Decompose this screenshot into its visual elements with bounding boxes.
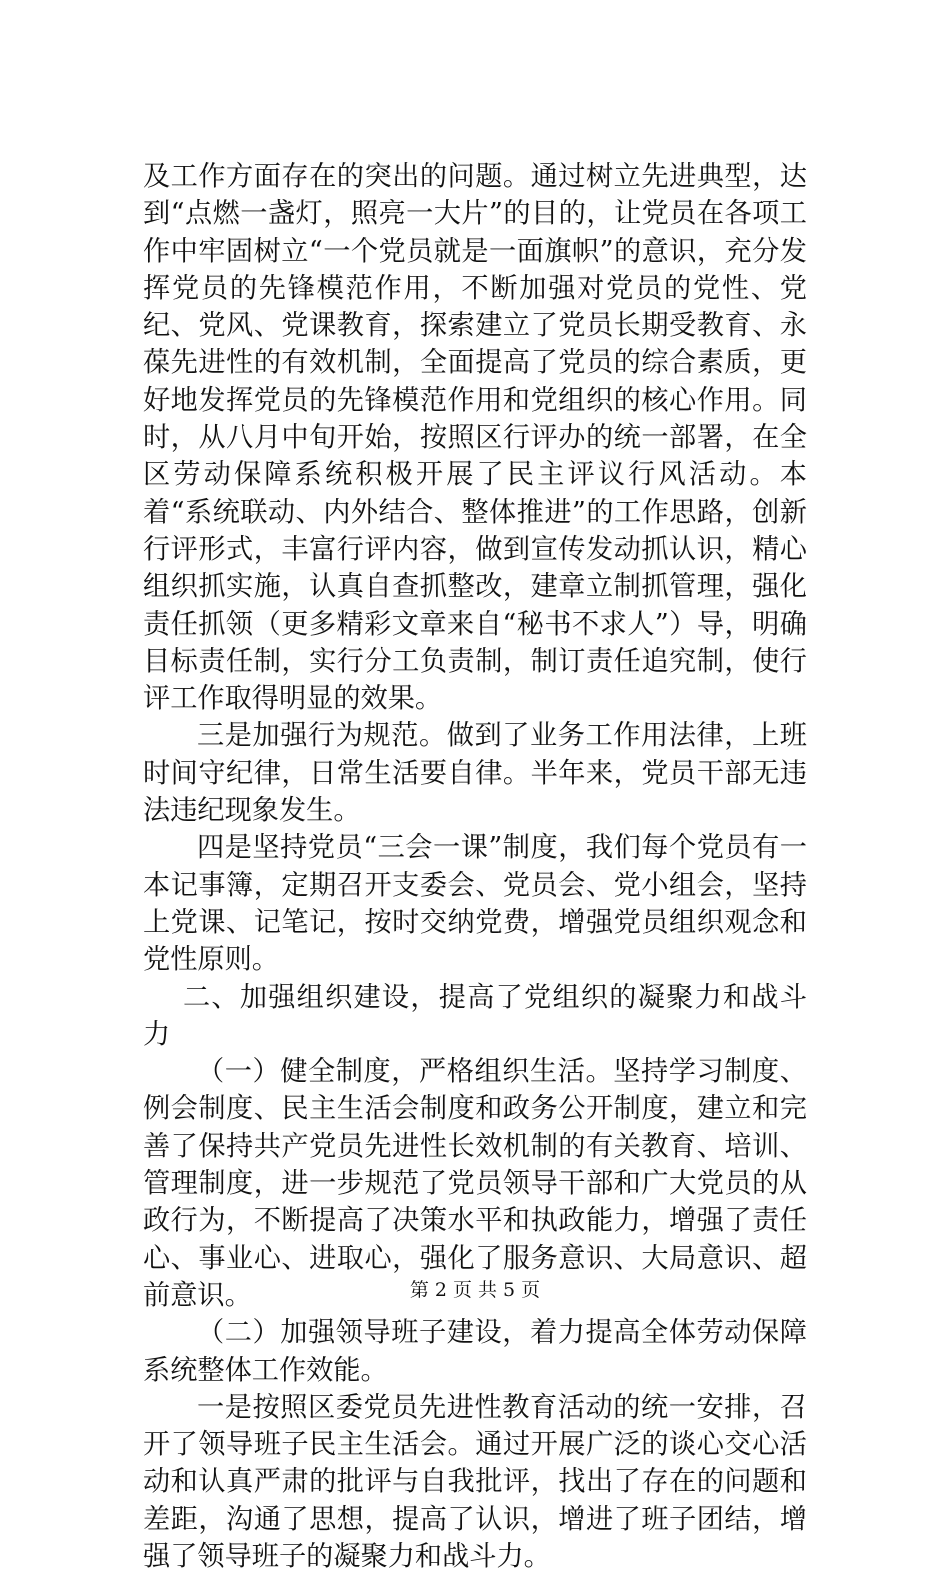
paragraph-system-building: （一）健全制度，严格组织生活。坚持学习制度、例会制度、民主生活会制度和政务公开制度，建立和完善了保持共产党员先进性长效机制的有关教育、培训、管理制度，进一步规范了党员领导干部和广大党员的从政行为，不断提高了决策水平和执政能力，增强了责任心、事业心、进取心，强化了服务意识、大局意识、超前意识。 xyxy=(143,1056,807,1311)
paragraph-three-meetings: 四是坚持党员“三会一课”制度，我们每个党员有一本记事簿，定期召开支委会、党员会、党小组会，坚持上党课、记笔记，按时交纳党费，增强党员组织观念和党性原则。 xyxy=(143,832,807,976)
page-number-footer: 第 2 页 共 5 页 xyxy=(409,1279,541,1301)
paragraph-leadership-building: （二）加强领导班子建设，着力提高全体劳动保障系统整体工作效能。 xyxy=(143,1317,807,1386)
section-heading-organization: 二、加强组织建设，提高了党组织的凝聚力和战斗力 xyxy=(143,981,807,1050)
paragraph-conduct-standards: 三是加强行为规范。做到了业务工作用法律，上班时间守纪律，日常生活要自律。半年来，党员干部无违法违纪现象发生。 xyxy=(143,720,807,827)
paragraph-continuation: 及工作方面存在的突出的问题。通过树立先进典型，达到“点燃一盏灯，照亮一大片”的目的，让党员在各项工作中牢固树立“一个党员就是一面旗帜”的意识，充分发挥党员的先锋模范作用，不断加强对党员的党性、党纪、党风、党课教育，探索建立了党员长期受教育、永葆先进性的有效机制，全面提高了党员的综合素质，更好地发挥党员的先锋模范作用和党组织的核心作用。同时，从八月中旬开始，按照区行评办的统一部署，在全区劳动保障系统积极开展了民主评议行风活动。本着“系统联动、内外结合、整体推进”的工作思路，创新行评形式，丰富行评内容，做到宣传发动抓认识，精心组织抓实施，认真自查抓整改，建章立制抓管理，强化责任抓领（更多精彩文章来自“秘书不求人”）导，明确目标责任制，实行分工负责制，制订责任追究制，使行评工作取得明显的效果。 xyxy=(143,161,807,715)
document-body xyxy=(143,158,807,1575)
paragraph-democratic-life: 一是按照区委党员先进性教育活动的统一安排，召开了领导班子民主生活会。通过开展广泛的谈心交心活动和认真严肃的批评与自我批评，找出了存在的问题和差距，沟通了思想，提高了认识，增进了班子团结，增强了领导班子的凝聚力和战斗力。 xyxy=(143,1391,807,1572)
